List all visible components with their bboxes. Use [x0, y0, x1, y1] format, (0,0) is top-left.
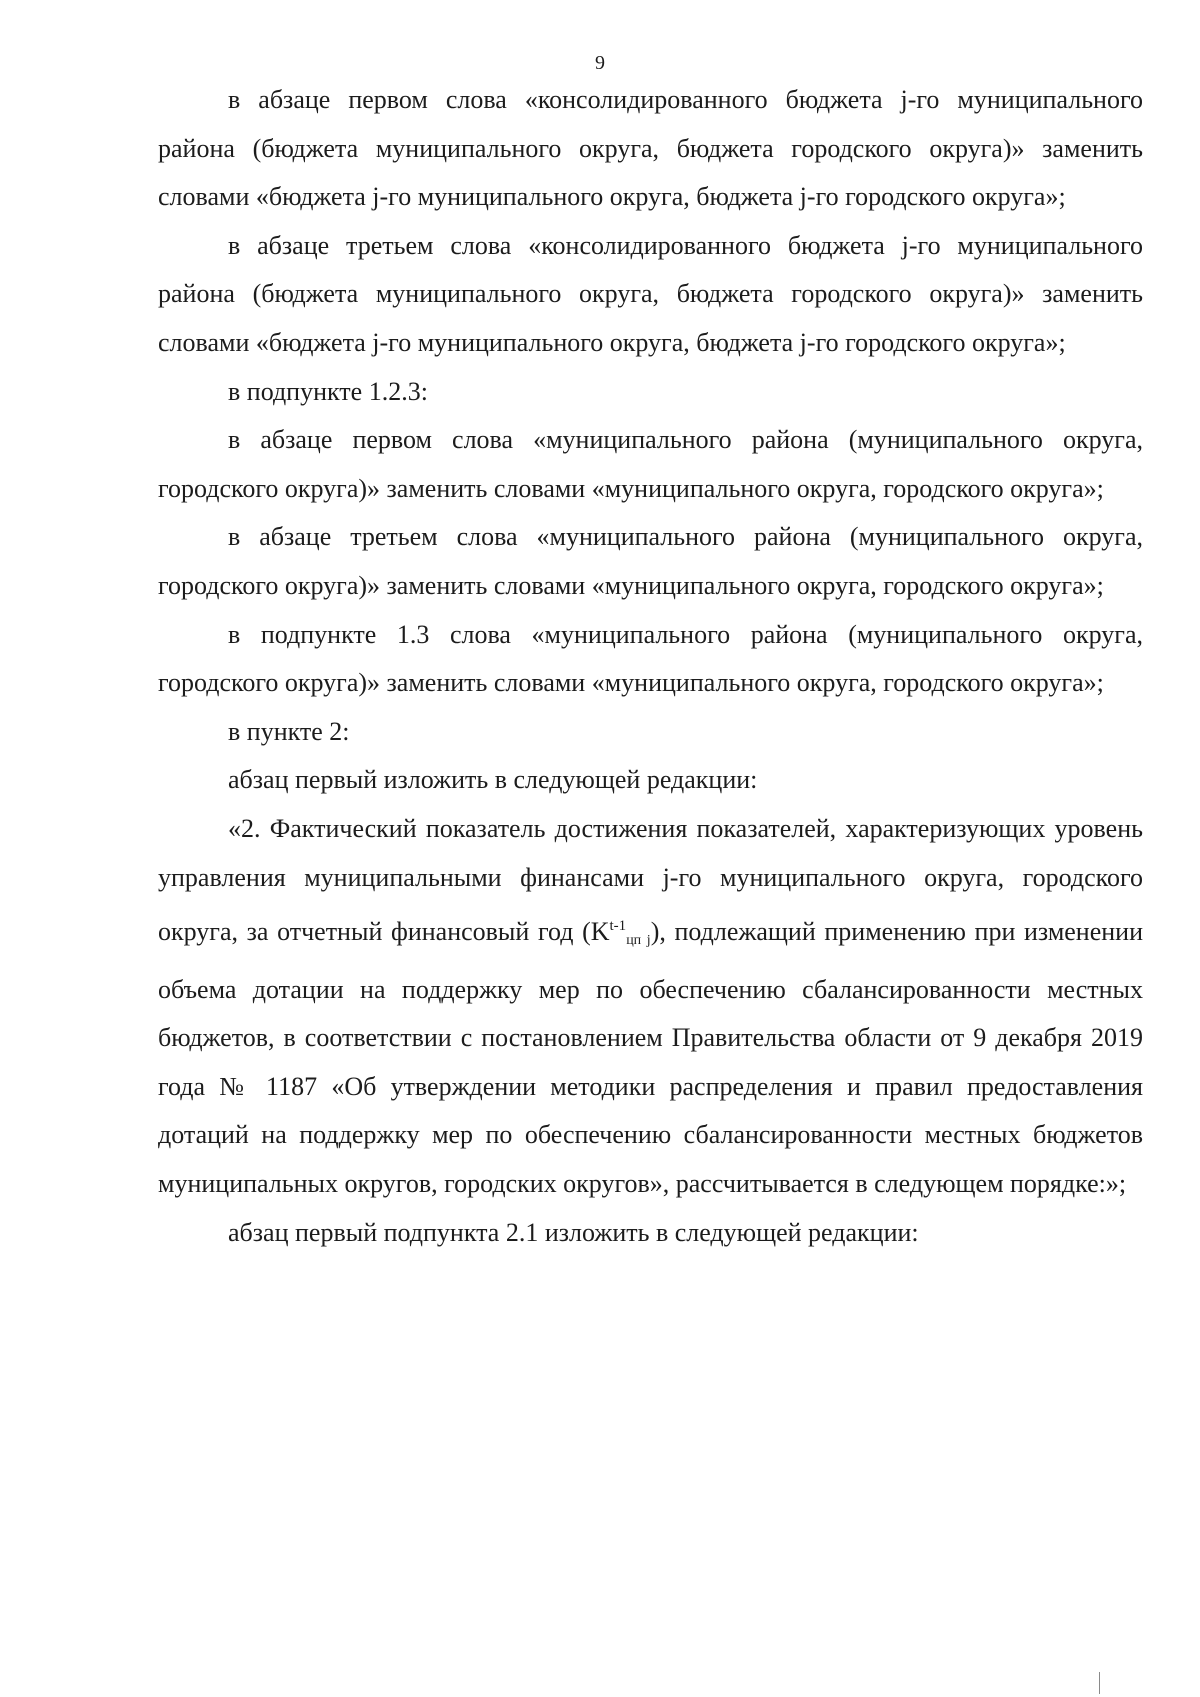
margin-mark [1099, 1672, 1100, 1694]
paragraph-3: в подпункте 1.2.3: [228, 376, 428, 406]
formula-symbol [590, 917, 651, 949]
paragraph-last: абзац первый подпункта 2.1 изложить в следующей редакции: [228, 1217, 919, 1247]
formula-superscript: t-1 [609, 918, 627, 935]
quote-text-before-formula: «2. Фактический показатель достижения показателей, характеризующих уровень управления муниципальными финансами j-го муниципального округа, городского округа, за отчетный финансовый год ( [158, 813, 1143, 947]
formula-subscript: цп j [626, 933, 651, 949]
paragraph-5: в абзаце третьем слова «муниципального района (муниципального округа, городского округа)» заменить словами «муниципального округа, городского округа»; [158, 522, 1143, 600]
page-number: 9 [595, 52, 605, 74]
paragraph-8: абзац первый изложить в следующей редакции: [228, 765, 758, 795]
quoted-paragraph [158, 805, 1143, 1209]
paragraph-4: в абзаце первом слова «муниципального района (муниципального округа, городского округа)» заменить словами «муниципального округа, городского округа»; [158, 425, 1143, 503]
paragraph-2: в абзаце третьем слова «консолидированного бюджета j-го муниципального района (бюджета муниципального округа, бюджета городского округа)» заменить словами «бюджета j-го муниципального округа, бюджета j-го городского округа»; [158, 230, 1143, 357]
paragraph-1: в абзаце первом слова «консолидированного бюджета j-го муниципального района (бюджета муниципального округа, бюджета городского округа)» заменить словами «бюджета j-го муниципального округа, бюджета j-го городского округа»; [158, 85, 1143, 212]
paragraph-6: в подпункте 1.3 слова «муниципального района (муниципального округа, городского округа)» заменить словами «муниципального округа, городского округа»; [158, 619, 1143, 698]
paragraph-7: в пункте 2: [228, 716, 350, 746]
quote-text-after-formula: ), подлежащий применению при изменении объема дотации на поддержку мер по обеспечению сбалансированности местных бюджетов, в соответствии с постановлением Правительства области от 9 декабря 2019 года № 1187 «Об утверждении методики распределения и правил предоставления дотаций на поддержку мер по обеспечению сбалансированности местных бюджетов муниципальных округов, городских округов», рассчитывается в следующем порядке:»; [158, 917, 1144, 1199]
document-body [158, 76, 1143, 1257]
formula-base: K [590, 917, 610, 947]
